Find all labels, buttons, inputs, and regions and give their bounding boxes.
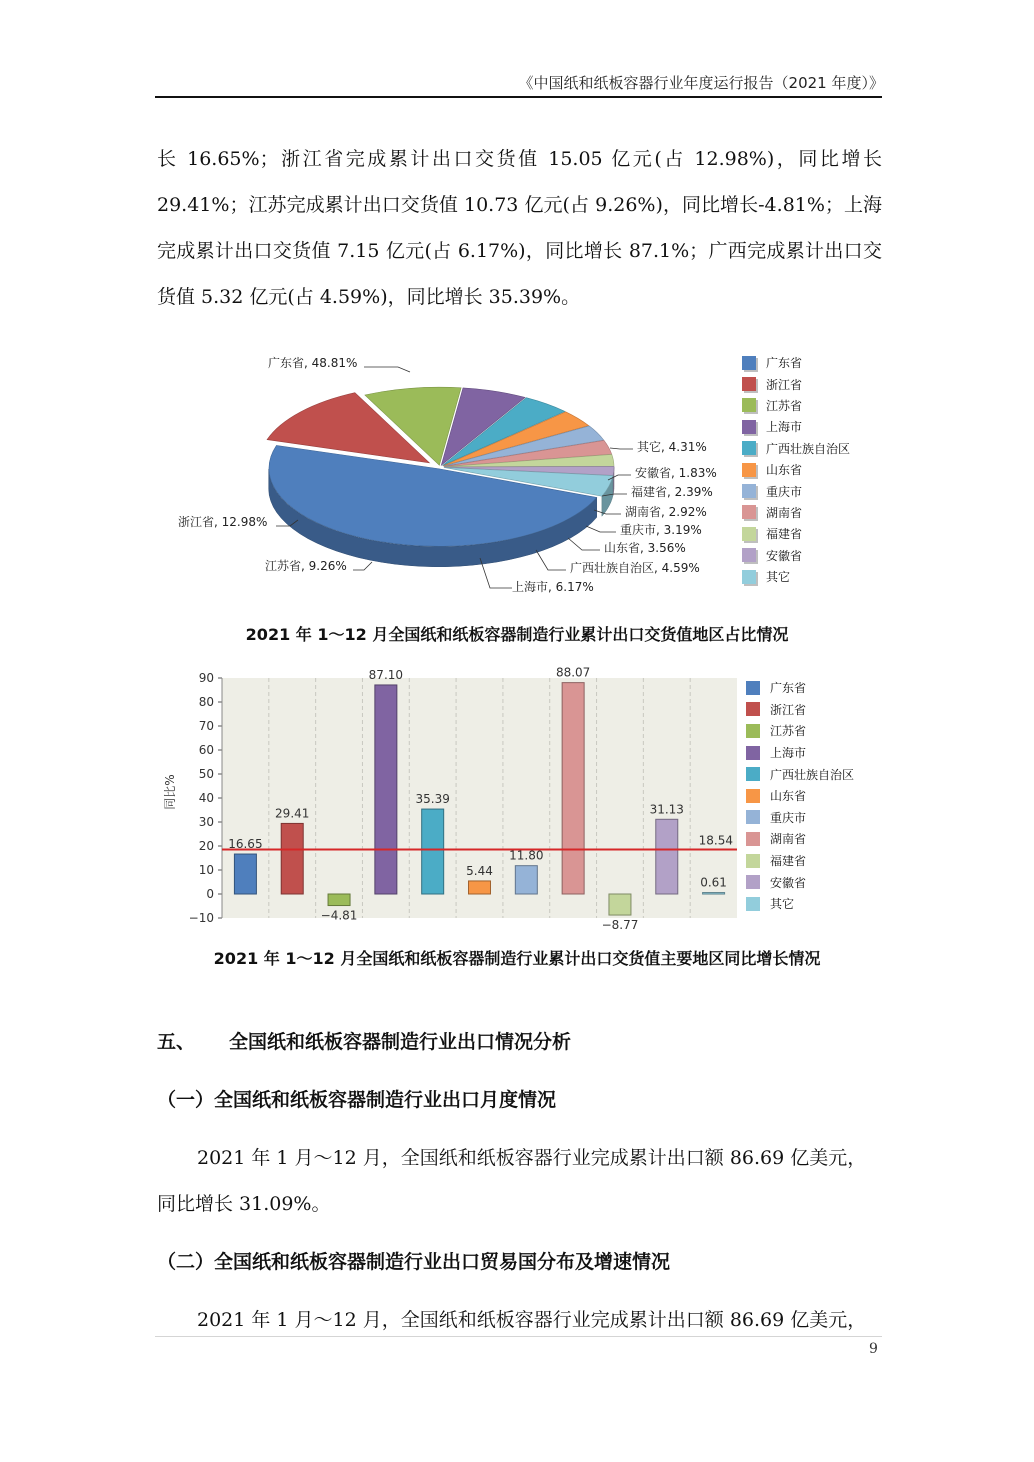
pie-leader-line [586, 526, 616, 532]
pie-leader-line [594, 510, 621, 514]
pie-slice-label: 广西壮族自治区, 4.59% [570, 561, 700, 575]
section-heading-number: 五、 [157, 1031, 196, 1053]
pie-slice-label: 上海市, 6.17% [512, 580, 594, 594]
y-tick-label: 60 [198, 743, 214, 757]
pie-legend-label: 其它 [766, 570, 791, 585]
bar-value-label: 0.61 [700, 875, 727, 890]
bar-legend-item [746, 742, 854, 764]
bar-legend-item [746, 807, 854, 829]
pie-legend-swatch [742, 548, 756, 562]
bar-legend-label: 山东省 [770, 789, 807, 804]
pie-slice-label: 福建省, 2.39% [631, 485, 713, 499]
pie-legend-label: 广西壮族自治区 [766, 441, 851, 456]
bar-legend-label: 广东省 [770, 681, 807, 696]
y-tick-label: 30 [198, 815, 214, 829]
bar-legend [746, 677, 854, 915]
bar-legend-label: 重庆市 [770, 810, 807, 825]
paragraph-2-line-1: 2021 年 1 月～12 月，全国纸和纸板容器行业完成累计出口额 86.69 亿美元， [197, 1309, 867, 1331]
bar-legend-swatch [746, 875, 760, 889]
bar-legend-item [746, 828, 854, 850]
pie-leader-line [536, 550, 566, 570]
pie-slice-label: 江苏省, 9.26% [265, 559, 347, 573]
pie-leader-line [364, 367, 410, 372]
pie-legend-item [742, 395, 850, 416]
pie-legend-item [742, 373, 850, 394]
bar-legend-item [746, 893, 854, 915]
header-rule [155, 96, 882, 98]
bar-legend-label: 上海市 [770, 746, 807, 761]
bar-legend-label: 浙江省 [770, 702, 807, 717]
pie-slice-label: 其它, 4.31% [637, 440, 707, 454]
bar-value-label: 29.41 [275, 806, 310, 821]
pie-legend-swatch [742, 441, 756, 455]
pie-legend-item [742, 352, 850, 373]
bar-legend-item [746, 850, 854, 872]
pie-legend-label: 湖南省 [766, 505, 803, 520]
bar-legend-swatch [746, 724, 760, 738]
y-tick-label: 10 [198, 863, 214, 877]
pie-slice-label: 湖南省, 2.92% [625, 505, 707, 519]
bar [562, 683, 584, 894]
pie-legend-swatch [742, 484, 756, 498]
footer-rule [155, 1336, 882, 1337]
pie-legend-item [742, 566, 850, 587]
page-number: 9 [869, 1341, 878, 1357]
pie-legend-swatch [742, 570, 756, 584]
bar-value-label: 88.07 [555, 665, 591, 680]
pie-legend-label: 重庆市 [766, 484, 803, 499]
pie-slice-label: 广东省, 48.81% [268, 356, 358, 370]
pie-legend-swatch [742, 527, 756, 541]
bar [328, 894, 350, 906]
bar-legend-item [746, 677, 854, 699]
running-header: 《中国纸和纸板容器行业年度运行报告（2021 年度）》 [518, 74, 884, 92]
bar-legend-label: 广西壮族自治区 [770, 767, 855, 782]
bar-legend-label: 江苏省 [770, 724, 807, 739]
pie-legend-item [742, 416, 850, 437]
pie-legend-swatch [742, 377, 756, 391]
paragraph-1-line-1: 2021 年 1 月～12 月，全国纸和纸板容器行业完成累计出口额 86.69 亿美元， [197, 1147, 867, 1169]
bar-chart-caption: 2021 年 1～12 月全国纸和纸板容器制造行业累计出口交货值主要地区同比增长情况 [213, 949, 821, 968]
y-tick-label: 20 [198, 839, 214, 853]
bar [656, 819, 678, 894]
bar [703, 893, 725, 895]
pie-leader-line [568, 538, 600, 550]
y-tick-label: 40 [198, 791, 214, 805]
pie-legend-label: 福建省 [766, 527, 803, 542]
pie-legend-label: 安徽省 [766, 548, 803, 563]
bar-legend-item [746, 763, 854, 785]
pie-legend-label: 浙江省 [766, 377, 803, 392]
bar [469, 881, 491, 894]
bar-value-label: 31.13 [649, 802, 684, 817]
y-axis-label: 同比% [163, 774, 177, 810]
bar-legend-swatch [746, 681, 760, 695]
pie-legend-swatch [742, 420, 756, 434]
bar-value-label: 16.65 [228, 837, 263, 852]
bar-legend-swatch [746, 767, 760, 781]
y-tick-label: 90 [198, 671, 214, 685]
bar-legend-label: 其它 [770, 897, 795, 912]
pie-leader-line [353, 562, 372, 570]
bar-legend-swatch [746, 789, 760, 803]
bar [234, 854, 256, 894]
bar-legend-label: 湖南省 [770, 832, 807, 847]
pie-slice-label: 山东省, 3.56% [604, 541, 686, 555]
bar-legend-swatch [746, 854, 760, 868]
reference-line-label: 18.54 [698, 833, 733, 848]
bar-legend-item [746, 871, 854, 893]
bar-value-label: 5.44 [466, 863, 493, 878]
intro-paragraph: 长 16.65%；浙江省完成累计出口交货值 15.05 亿元(占 12.98%)，同比增长 29.41%；江苏完成累计出口交货值 10.73 亿元(占 9.26%)，同比增长-4.81%；上海完成累计出口交货值 7.15 亿元(占 6.17%)，同比增长 87.1%；广西完成累计出口交货值 5.32 亿元(占 4.59%)，同比增长 35.39%。 [157, 148, 882, 308]
bar-legend-item [746, 720, 854, 742]
pie-leader-line [610, 448, 633, 449]
y-tick-label: 0 [206, 887, 214, 901]
bar [375, 685, 397, 894]
pie-legend-item [742, 545, 850, 566]
bar-chart [150, 660, 740, 930]
bar [422, 809, 444, 894]
bar-legend-swatch [746, 746, 760, 760]
pie-legend-item [742, 459, 850, 480]
pie-legend-label: 上海市 [766, 420, 803, 435]
subsection-heading-1: （一）全国纸和纸板容器制造行业出口月度情况 [157, 1089, 557, 1111]
pie-legend-item [742, 523, 850, 544]
pie-legend-item [742, 480, 850, 501]
pie-legend-swatch [742, 398, 756, 412]
bar-legend-label: 福建省 [770, 854, 807, 869]
pie-legend-swatch [742, 505, 756, 519]
bar [515, 866, 537, 894]
bar-legend-swatch [746, 702, 760, 716]
bar-value-label: −4.81 [320, 908, 358, 923]
bar-value-label: −8.77 [601, 918, 639, 930]
pie-legend [742, 352, 850, 587]
bar-legend-swatch [746, 897, 760, 911]
y-tick-label: 50 [198, 767, 214, 781]
pie-slice-label: 安徽省, 1.83% [635, 466, 717, 480]
bar-legend-swatch [746, 810, 760, 824]
pie-legend-label: 广东省 [766, 356, 803, 371]
pie-chart-caption: 2021 年 1～12 月全国纸和纸板容器制造行业累计出口交货值地区占比情况 [245, 625, 789, 644]
bar-legend-item [746, 699, 854, 721]
bar-legend-item [746, 785, 854, 807]
bar-value-label: 87.10 [368, 667, 404, 682]
pie-legend-item [742, 438, 850, 459]
pie-legend-label: 江苏省 [766, 398, 803, 413]
bar [281, 823, 303, 894]
pie-slice-label: 重庆市, 3.19% [620, 523, 702, 537]
bar-value-label: 35.39 [415, 792, 450, 807]
y-tick-label: −10 [188, 911, 214, 925]
bar-legend-label: 安徽省 [770, 875, 807, 890]
pie-slice-label: 浙江省, 12.98% [178, 515, 268, 529]
bar-legend-swatch [746, 832, 760, 846]
pie-legend-swatch [742, 356, 756, 370]
bar [609, 894, 631, 915]
y-tick-label: 70 [198, 719, 214, 733]
subsection-heading-2: （二）全国纸和纸板容器制造行业出口贸易国分布及增速情况 [157, 1251, 671, 1273]
pie-legend-item [742, 502, 850, 523]
pie-legend-label: 山东省 [766, 463, 803, 478]
y-tick-label: 80 [198, 695, 214, 709]
section-heading-text: 全国纸和纸板容器制造行业出口情况分析 [229, 1031, 572, 1053]
bar-value-label: 11.80 [509, 848, 544, 863]
pie-chart [150, 340, 740, 610]
paragraph-1-line-2: 同比增长 31.09%。 [157, 1193, 331, 1215]
pie-legend-swatch [742, 463, 756, 477]
